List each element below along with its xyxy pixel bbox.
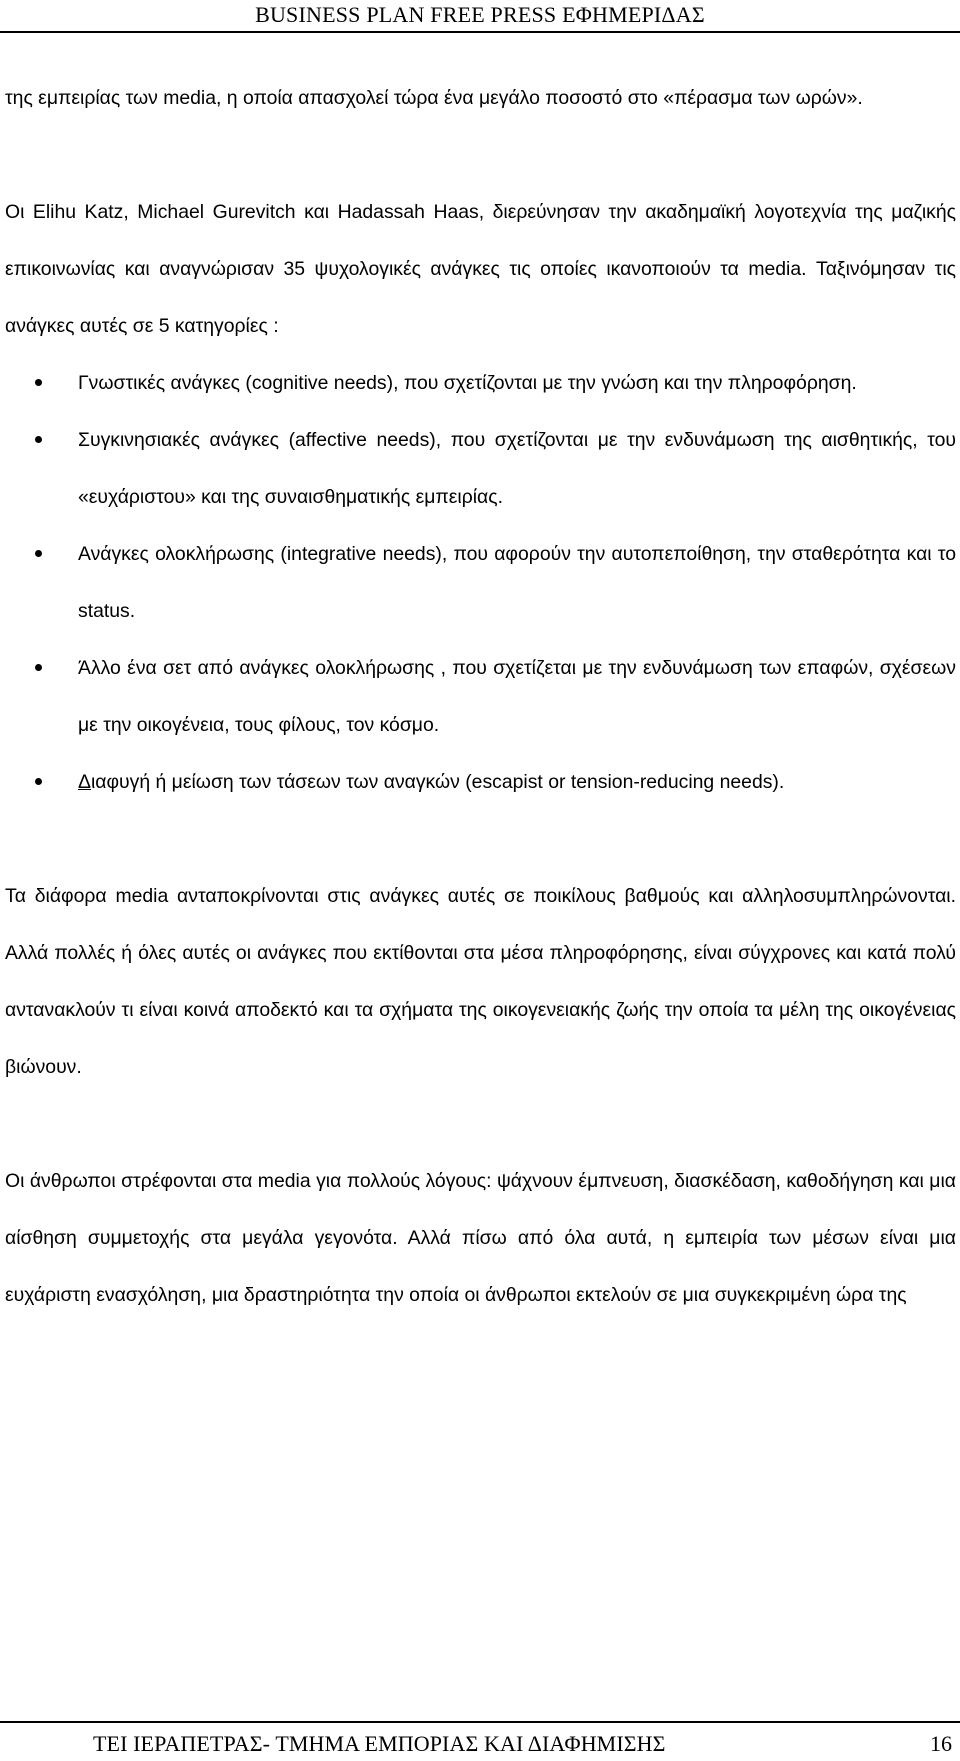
bullet-icon bbox=[35, 379, 42, 386]
paragraph-gap bbox=[5, 811, 956, 868]
bullet-icon bbox=[35, 778, 42, 785]
list-item-text: ιαφυγή ή μείωση των τάσεων των αναγκών (escapist or tension-reducing needs). bbox=[90, 771, 785, 793]
page-footer bbox=[0, 1721, 960, 1761]
list-item bbox=[5, 754, 956, 811]
list-item bbox=[5, 355, 956, 412]
list-item-text: Συγκινησιακές ανάγκες (affective needs), που σχετίζονται με την ενδυνάμωση της αισθητικής, του «ευχάριστου» και της συναισθηματικής εμπειρίας. bbox=[78, 429, 956, 508]
page-header: BUSINESS PLAN FREE PRESS ΕΦΗΜΕΡΙΔΑΣ bbox=[255, 2, 705, 27]
list-item-text: Γνωστικές ανάγκες (cognitive needs), που σχετίζονται με την γνώση και την πληροφόρηση. bbox=[78, 372, 857, 394]
paragraph-katz: Οι Elihu Katz, Michael Gurevitch και Hadassah Haas, διερεύνησαν την ακαδημαϊκή λογοτεχνία της μαζικής επικοινωνίας και αναγνώρισαν 35 ψυχολογικές ανάγκες τις οποίες ικανοποιούν τα media. Ταξινόμησαν τις ανάγκες αυτές σε 5 κατηγορίες : bbox=[5, 201, 956, 337]
bullet-icon bbox=[35, 436, 42, 443]
paragraph-gap bbox=[5, 127, 956, 184]
footer-rule bbox=[0, 1721, 960, 1723]
bullet-icon bbox=[35, 550, 42, 557]
page-body bbox=[5, 70, 956, 1324]
page-number: 16 bbox=[930, 1731, 952, 1756]
paragraph-people-media: Οι άνθρωποι στρέφονται στα media για πολλούς λόγους: ψάχνουν έμπνευση, διασκέδαση, καθοδήγηση και μια αίσθηση συμμετοχής στα μεγάλα γεγονότα. Αλλά πίσω από όλα αυτά, η εμπειρία των μέσων είναι μια ευχάριστη ενασχόληση, μια δραστηριότητα την οποία οι άνθρωποι εκτελούν σε μια συγκεκριμένη ώρα της bbox=[5, 1170, 956, 1306]
paragraph-gap bbox=[5, 1096, 956, 1153]
list-item bbox=[5, 640, 956, 754]
list-item-text: Ανάγκες ολοκλήρωσης (integrative needs), που αφορούν την αυτοπεποίθηση, την σταθερότητα και το status. bbox=[78, 543, 956, 622]
list-item-underlined-initial: Δ bbox=[78, 771, 91, 793]
paragraph-media-needs: Τα διάφορα media ανταποκρίνονται στις ανάγκες αυτές σε ποικίλους βαθμούς και αλληλοσυμπληρώνονται. Αλλά πολλές ή όλες αυτές οι ανάγκες που εκτίθονται στα μέσα πληροφόρησης, είναι σύγχρονες και κατά πολύ αντανακλούν τι είναι κοινά αποδεκτό και τα σχήματα της οικογενειακής ζωής την οποία τα μέλη της οικογένειας βιώνουν. bbox=[5, 885, 956, 1078]
bullet-icon bbox=[35, 664, 42, 671]
list-item bbox=[5, 412, 956, 526]
paragraph-continuation: της εμπειρίας των media, η οποία απασχολεί τώρα ένα μεγάλο ποσοστό στο «πέρασμα των ωρών». bbox=[5, 87, 863, 109]
list-item-text: Άλλο ένα σετ από ανάγκες ολοκλήρωσης , που σχετίζεται με την ενδυνάμωση των επαφών, σχέσεων με την οικογένεια, τους φίλους, τον κόσμο. bbox=[78, 657, 956, 736]
list-item bbox=[5, 526, 956, 640]
header-rule bbox=[0, 31, 960, 33]
needs-list bbox=[5, 355, 956, 811]
footer-text: ΤΕΙ ΙΕΡΑΠΕΤΡΑΣ- ΤΜΗΜΑ ΕΜΠΟΡΙΑΣ ΚΑΙ ΔΙΑΦΗΜΙΣΗΣ bbox=[93, 1731, 666, 1756]
